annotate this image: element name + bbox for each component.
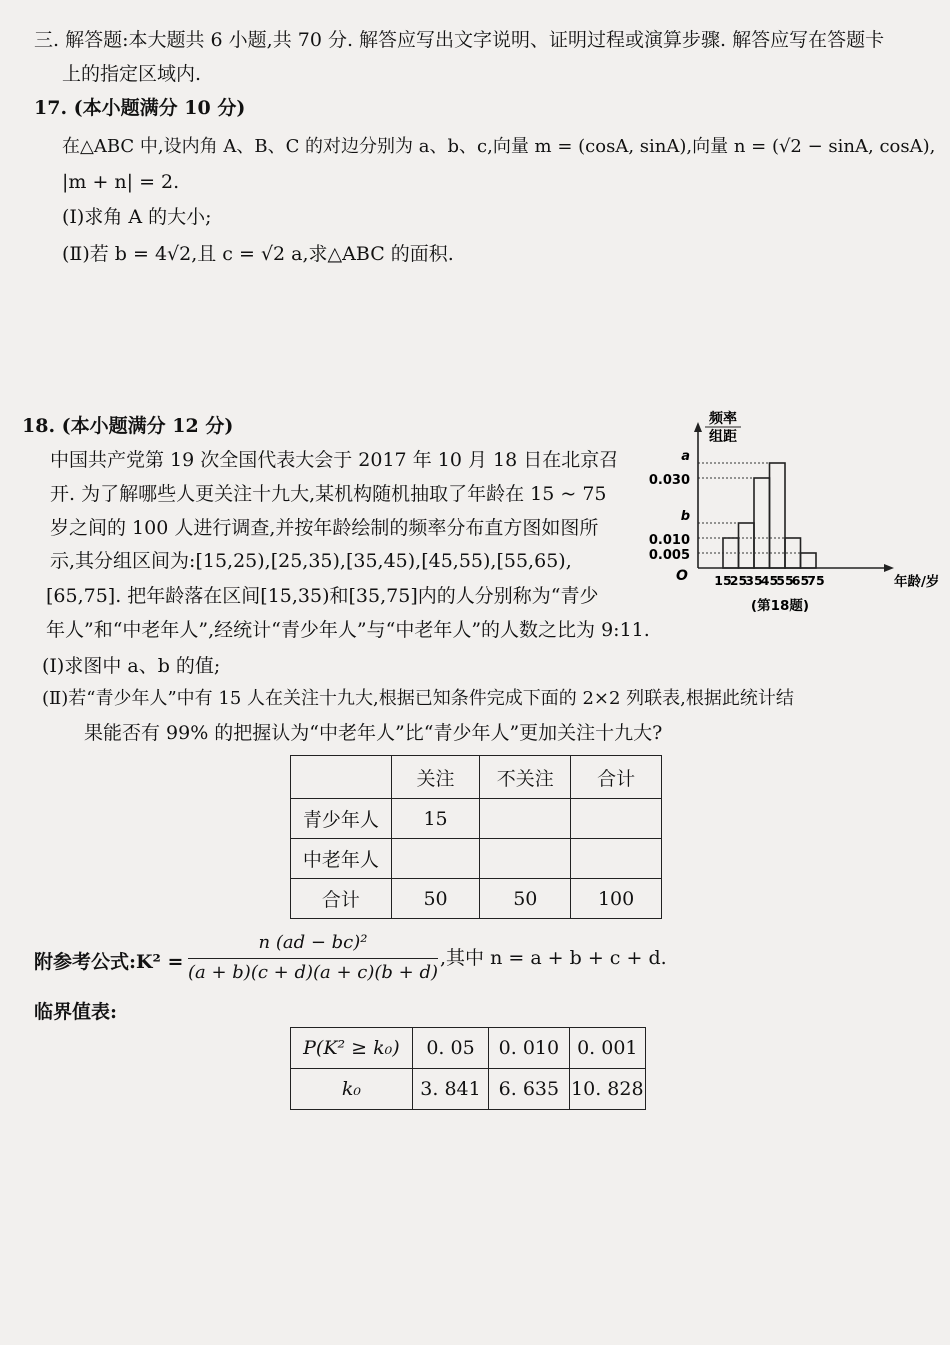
y-axis-label-bottom: 组距 — [709, 429, 737, 445]
origin-label: O — [676, 568, 688, 584]
section-intro-line1: 三. 解答题:本大题共 6 小题,共 70 分. 解答应写出文字说明、证明过程或演算步骤. 解答应写在答题卡 — [34, 29, 885, 51]
q17-line1: 在△ABC 中,设内角 A、B、C 的对边分别为 a、b、c,向量 m = (cosA, sinA),向量 n = (√2 − sinA, cosA), — [62, 136, 936, 157]
y-tick-label: 0.030 — [648, 473, 690, 488]
histogram-chart — [640, 408, 945, 618]
q18-part1: (Ⅰ)求图中 a、b 的值; — [42, 655, 221, 677]
x-axis-label: 年龄/岁 — [894, 574, 940, 590]
histogram-bar — [801, 553, 817, 568]
q18-heading: 18. (本小题满分 12 分) — [22, 415, 234, 437]
table-cell: 不关注 — [480, 756, 571, 799]
table-cell — [480, 839, 571, 879]
q18-line: 开. 为了解哪些人更关注十九大,某机构随机抽取了年龄在 15 ~ 75 — [50, 483, 607, 505]
table-cell: k₀ — [291, 1069, 413, 1110]
x-axis-arrow — [884, 564, 894, 572]
table-cell: 15 — [391, 799, 480, 839]
q17-part1: (Ⅰ)求角 A 的大小; — [62, 206, 212, 228]
x-tick-label: 65 — [791, 573, 810, 588]
table-cell — [391, 839, 480, 879]
table-cell: 0. 001 — [569, 1028, 645, 1069]
y-tick-label: 0.005 — [648, 548, 690, 563]
section-intro-line2: 上的指定区域内. — [62, 63, 202, 85]
x-tick-label: 55 — [776, 573, 794, 588]
table-cell: 中老年人 — [291, 839, 392, 879]
y-tick-label: b — [680, 509, 690, 524]
table-cell: 50 — [480, 879, 571, 919]
histogram-bar — [754, 478, 770, 568]
table-row — [291, 1028, 646, 1069]
table-cell: 3. 841 — [412, 1069, 488, 1110]
q17-part2: (Ⅱ)若 b = 4√2,且 c = √2 a,求△ABC 的面积. — [62, 243, 454, 265]
formula-label: 附参考公式:K² = — [34, 951, 184, 973]
table-row — [291, 879, 662, 919]
table-cell — [571, 799, 662, 839]
formula-denominator: (a + b)(c + d)(a + c)(b + d) — [188, 962, 438, 983]
histogram-figure — [640, 408, 945, 618]
q18-line: 中国共产党第 19 次全国代表大会于 2017 年 10 月 18 日在北京召 — [50, 449, 619, 471]
chart-title: (第18题) — [750, 598, 810, 614]
y-tick-label: a — [681, 449, 690, 464]
table-row — [291, 799, 662, 839]
histogram-bar — [739, 523, 755, 568]
table-row — [291, 839, 662, 879]
contingency-table — [290, 755, 662, 919]
formula-tail: ,其中 n = a + b + c + d. — [440, 947, 667, 969]
q18-line: 年人”和“中老年人”,经统计“青少年人”与“中老年人”的人数之比为 9:11. — [46, 619, 650, 641]
q17-line2: |m + n| = 2. — [62, 171, 180, 193]
q18-line: 岁之间的 100 人进行调查,并按年龄绘制的频率分布直方图如图所 — [50, 517, 599, 539]
table-cell: 青少年人 — [291, 799, 392, 839]
table-cell: 6. 635 — [489, 1069, 569, 1110]
table-cell: 50 — [391, 879, 480, 919]
table-header-row — [291, 756, 662, 799]
q18-part2-line2: 果能否有 99% 的把握认为“中老年人”比“青少年人”更加关注十九大? — [84, 722, 663, 744]
table-cell: 合计 — [571, 756, 662, 799]
q18-line: [65,75]. 把年龄落在区间[15,35)和[35,75]内的人分别称为“青少 — [46, 585, 599, 607]
x-tick-label: 25 — [729, 573, 748, 588]
table-cell: 10. 828 — [569, 1069, 645, 1110]
table-cell — [480, 799, 571, 839]
table-cell: 合计 — [291, 879, 392, 919]
x-tick-label: 15 — [714, 573, 732, 588]
y-tick-label: 0.010 — [648, 533, 690, 548]
x-tick-label: 45 — [760, 573, 779, 588]
q18-part2-line1: (Ⅱ)若“青少年人”中有 15 人在关注十九大,根据已知条件完成下面的 2×2 列联表,根据此统计结 — [42, 688, 794, 709]
table-cell: 0. 05 — [412, 1028, 488, 1069]
critical-value-table — [290, 1027, 646, 1110]
x-tick-label: 35 — [745, 573, 763, 588]
y-axis-arrow — [694, 422, 702, 432]
q18-line: 示,其分组区间为:[15,25),[25,35),[35,45),[45,55),[55,65), — [50, 550, 572, 572]
critical-label: 临界值表: — [34, 1001, 118, 1023]
table-cell — [571, 839, 662, 879]
q17-heading: 17. (本小题满分 10 分) — [34, 97, 246, 119]
y-axis-label-top: 频率 — [709, 411, 737, 427]
table-row — [291, 1069, 646, 1110]
table-cell: 100 — [571, 879, 662, 919]
table-cell: P(K² ≥ k₀) — [291, 1028, 413, 1069]
histogram-bar — [770, 463, 786, 568]
table-cell — [291, 756, 392, 799]
table-cell: 0. 010 — [489, 1028, 569, 1069]
x-tick-label: 75 — [807, 573, 825, 588]
fraction-bar — [188, 958, 438, 959]
formula-numerator: n (ad − bc)² — [258, 932, 368, 953]
table-cell: 关注 — [391, 756, 480, 799]
